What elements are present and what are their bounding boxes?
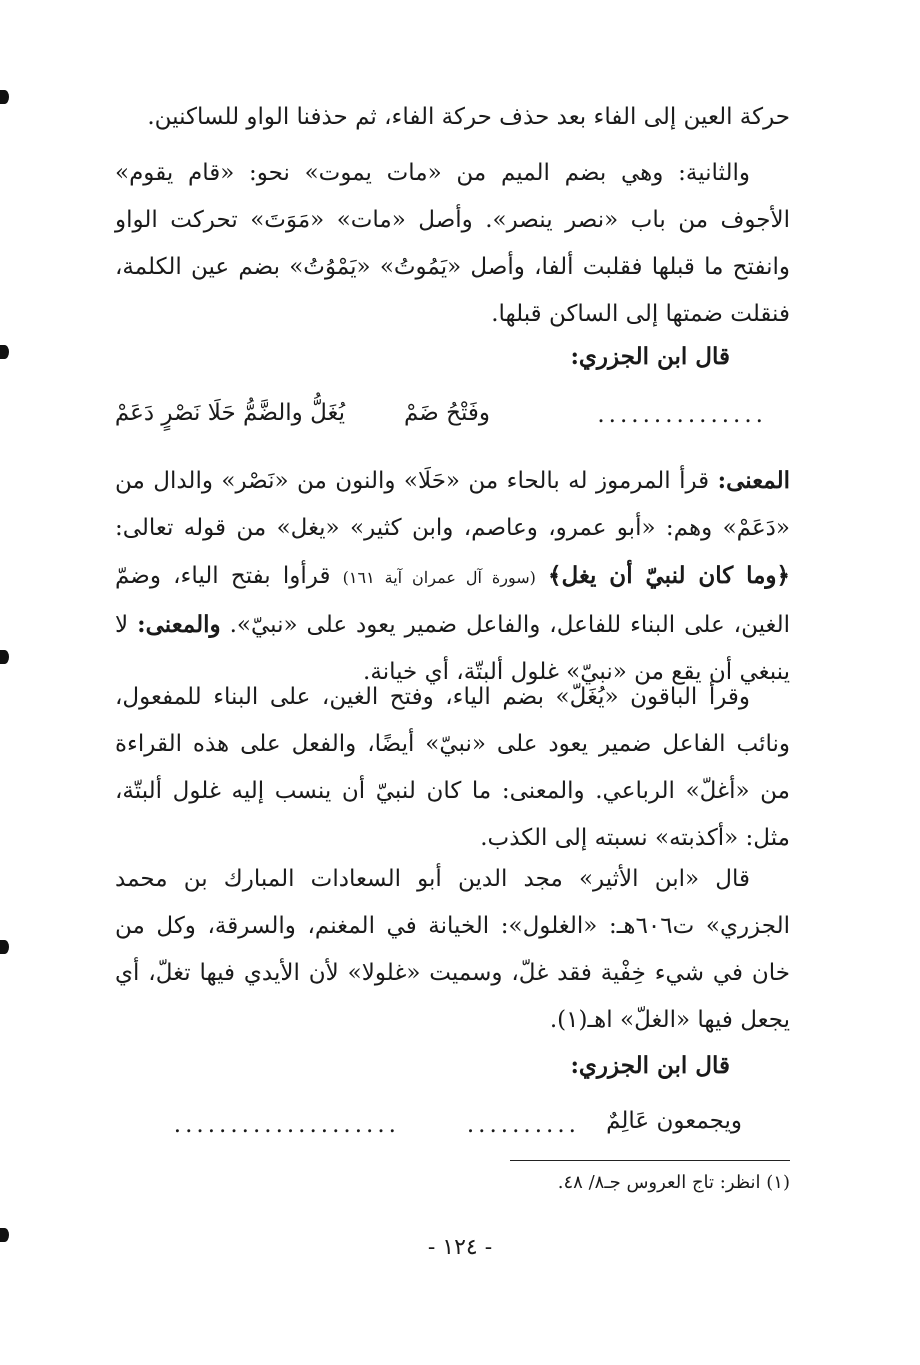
- paragraph-1-text: حركة العين إلى الفاء بعد حذف حركة الفاء، ثم حذفنا الواو للساكنين.: [147, 104, 790, 130]
- paragraph-5: [115, 856, 790, 1044]
- section-heading-1: قال ابن الجزري:: [570, 343, 730, 370]
- section-heading-2: قال ابن الجزري:: [570, 1052, 730, 1079]
- paragraph-3: المعنى: قرأ المرموز له بالحاء من «حَلَا» والنون من «نَصْر» والدال من «دَعَمْ» وهم: «أبو عمرو، وعاصم، وابن كثير» «يغل» من قوله تعالى: ﴿وما كان لنبيّ أن يغل﴾ (سورة آل عمران آية ١٦١) قرأوا بفتح الياء، وضمّ الغين، على البناء للفاعل، والفاعل ضمير يعود على «نبيّ». والمعنى: لا ينبغي أن يقع من «نبيّ» غلول ألبتّة، أي خيانة.: [115, 467, 791, 685]
- verse-1-dots: ...............: [597, 402, 767, 428]
- footnote-divider: [510, 1160, 790, 1161]
- page-number: - ١٢٤ -: [427, 1235, 493, 1260]
- verse-1-part2: يُغَلُّ والضَّمُّ حَلَا نَصْرٍ دَعَمْ: [114, 400, 345, 426]
- margin-mark: [0, 90, 9, 104]
- footnote: (١) انظر: تاج العروس جـ٨/ ٤٨.: [557, 1172, 790, 1193]
- quran-reference: (سورة آل عمران آية ١٦١): [342, 568, 536, 587]
- verse-2-part1: ويجمعون عَالِمٌ: [606, 1108, 742, 1134]
- margin-mark: [0, 345, 9, 359]
- margin-mark: [0, 650, 9, 664]
- verse-2-dots2: ....................: [173, 1112, 400, 1138]
- paragraph-5-text: قال «ابن الأثير» مجد الدين أبو السعادات المبارك بن محمد الجزري» ت٦٠٦هـ: «الغلول»: الخيانة في المغنم، والسرقة، وكل من خان في شيء خِفْية فقد غلّ، وسميت «غلولا» لأن الأيدي فيها تغلّ، أي يجعل فيها «الغلّ» اهـ(١).: [115, 866, 790, 1033]
- paragraph-2: [115, 150, 790, 338]
- paragraph-2-text: والثانية: وهي بضم الميم من «مات يموت» نحو: «قام يقوم» الأجوف من باب «نصر ينصر». وأصل «مات» «مَوَتَ» تحركت الواو وانفتح ما قبلها فقلبت ألفا، وأصل «يَمُوتُ» «يَمْوُتُ» بضم عين الكلمة، فنقلت ضمتها إلى الساكن قبلها.: [115, 160, 790, 327]
- meaning-label-2: والمعنى:: [137, 611, 221, 638]
- margin-mark: [0, 940, 9, 954]
- verse-1-part1: وفَتْحُ ضَمْ: [403, 400, 490, 426]
- meaning-label: المعنى:: [717, 467, 791, 494]
- quran-quote: ﴿وما كان لنبيّ أن يغل﴾: [548, 562, 791, 589]
- paragraph-1: [115, 94, 790, 141]
- paragraph-4-text: وقرأ الباقون «يُغَلّ» بضم الياء، وفتح الغين، على البناء للمفعول، ونائب الفاعل ضمير يعود على «نبيّ» أيضًا، والفعل على هذه القراءة من «أغلّ» الرباعي. والمعنى: ما كان لنبيّ أن ينسب إليه غلول ألبتّة، مثل: «أكذبته» نسبته إلى الكذب.: [115, 684, 790, 851]
- verse-2-dots1: ..........: [466, 1112, 580, 1138]
- paragraph-4: [115, 674, 790, 862]
